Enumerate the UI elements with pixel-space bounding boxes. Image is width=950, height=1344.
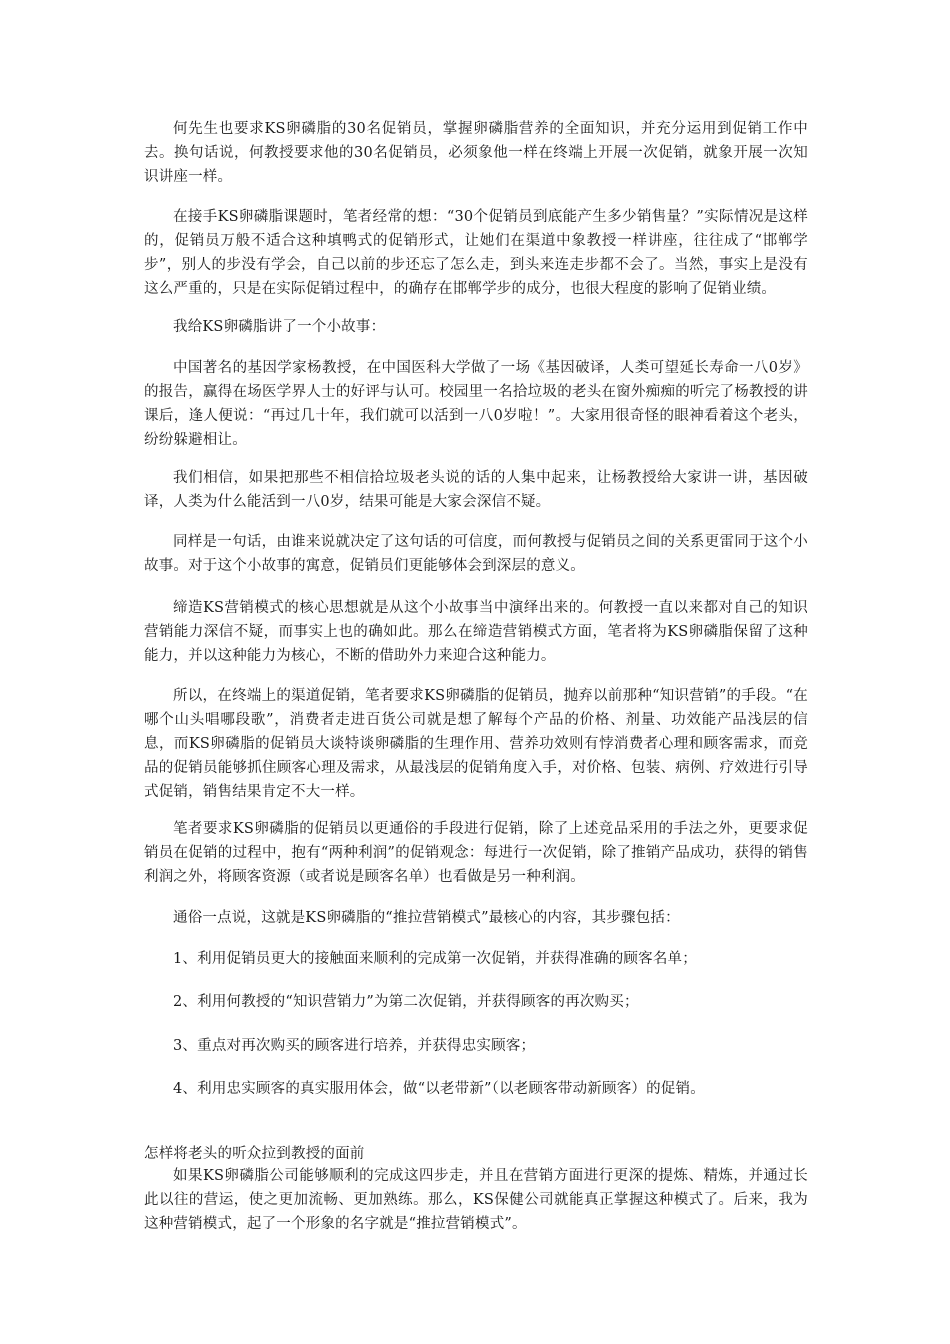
list-item-step-2: 2、利用何教授的“知识营销力”为第二次促销，并获得顾客的再次购买； (173, 994, 639, 1010)
paragraph-core-idea: 缔造KS营销模式的核心思想就是从这个小故事当中演绎出来的。何教授一直以来都对自己的知识营销能力深信不疑，而事实上也的确如此。那么在缔造营销模式方面，笔者将为KS卵磷脂保留了这种能力，并以这种能力为核心，不断的借助外力来迎合这种能力。 (144, 600, 808, 664)
paragraph-steps-intro: 通俗一点说，这就是KS卵磷脂的“推拉营销模式”最核心的内容，其步骤包括： (173, 910, 680, 926)
paragraph-closing: 如果KS卵磷脂公司能够顺利的完成这四步走，并且在营销方面进行更深的提炼、精炼，并通过长此以往的营运，使之更加流畅、更加熟练。那么，KS保健公司就能真正掌握这种模式了。后来，我为这种营销模式，起了一个形象的名字就是“推拉营销模式”。 (144, 1168, 808, 1232)
paragraph-handan-learning: 在接手KS卵磷脂课题时，笔者经常的想：“30个促销员到底能产生多少销售量？”实际情况是这样的，促销员万般不适合这种填鸭式的促销形式，让她们在渠道中象教授一样讲座，往往成了“邯郸学步”，别人的步没有学会，自己以前的步还忘了怎么走，到头来连走步都不会了。当然，事实上是没有这么严重的，只是在实际促销过程中，的确存在邯郸学步的成分，也很大程度的影响了促销业绩。 (144, 209, 808, 297)
paragraph-terminal-promotion: 所以，在终端上的渠道促销，笔者要求KS卵磷脂的促销员，抛弃以前那种“知识营销”的手段。“在哪个山头唱哪段歌”，消费者走进百货公司就是想了解每个产品的价格、剂量、功效能产品浅层的信息，而KS卵磷脂的促销员大谈特谈卵磷脂的生理作用、营养功效则有悖消费者心理和顾客需求，而竞品的促销员能够抓住顾客心理及需求，从最浅层的促销角度入手，对价格、包装、病例、疗效进行引导式促销，销售结果肯定不大一样。 (144, 688, 808, 800)
list-item-step-1: 1、利用促销员更大的接触面来顺利的完成第一次促销，并获得准确的顾客名单； (173, 951, 697, 967)
paragraph-story-intro: 我给KS卵磷脂讲了一个小故事： (173, 319, 386, 335)
paragraph-two-profits: 笔者要求KS卵磷脂的促销员以更通俗的手段进行促销，除了上述竞品采用的手法之外，更要求促销员在促销的过程中，抱有“两种利润”的促销观念：每进行一次促销，除了推销产品成功，获得的销售利润之外，将顾客资源（或者说是顾客名单）也看做是另一种利润。 (144, 821, 808, 885)
paragraph-professor-story: 中国著名的基因学家杨教授，在中国医科大学做了一场《基因破译，人类可望延长寿命一八0岁》的报告，赢得在场医学界人士的好评与认可。校园里一名拾垃圾的老头在窗外痴痴的听完了杨教授的讲课后，逢人便说：“再过几十年，我们就可以活到一八0岁啦！”。大家用很奇怪的眼神看着这个老头，纷纷躲避相让。 (144, 360, 808, 448)
paragraph-belief: 我们相信，如果把那些不相信拾垃圾老头说的话的人集中起来，让杨教授给大家讲一讲，基因破译，人类为什么能活到一八0岁，结果可能是大家会深信不疑。 (144, 470, 808, 510)
paragraph-credibility: 同样是一句话，由谁来说就决定了这句话的可信度，而何教授与促销员之间的关系更雷同于这个小故事。对于这个小故事的寓意，促销员们更能够体会到深层的意义。 (144, 534, 808, 574)
list-item-step-4: 4、利用忠实顾客的真实服用体会，做“以老带新”（以老顾客带动新顾客）的促销。 (173, 1081, 705, 1097)
list-item-step-3: 3、重点对再次购买的顾客进行培养，并获得忠实顾客； (173, 1038, 536, 1054)
paragraph-promoters-knowledge: 何先生也要求KS卵磷脂的30名促销员，掌握卵磷脂营养的全面知识，并充分运用到促销工作中去。换句话说，何教授要求他的30名促销员，必须象他一样在终端上开展一次促销，就象开展一次知识讲座一样。 (144, 121, 808, 185)
section-heading: 怎样将老头的听众拉到教授的面前 (144, 1146, 365, 1162)
